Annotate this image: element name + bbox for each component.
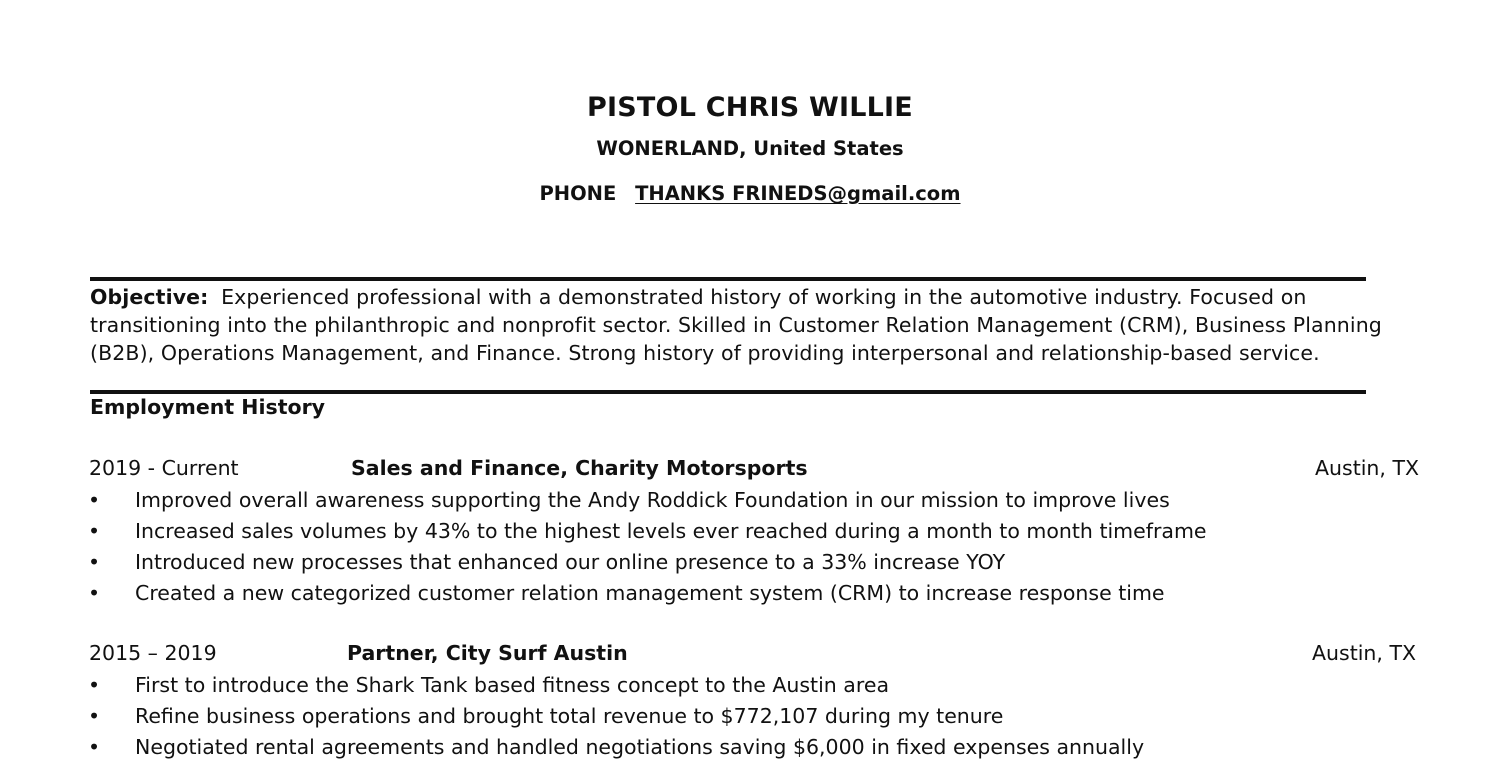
bullet-icon: • (88, 704, 101, 728)
bullet-text: Created a new categorized customer relation management system (CRM) to increase response time (135, 581, 1165, 605)
section-title-employment: Employment History (90, 395, 326, 419)
bullet-icon: • (88, 581, 101, 605)
resume-name: PISTOL CHRIS WILLIE (587, 92, 913, 123)
list-item (88, 735, 1144, 759)
bullet-icon: • (88, 519, 101, 543)
job-dates: 2019 - Current (89, 456, 239, 480)
list-item (88, 704, 1003, 728)
job-dates: 2015 – 2019 (89, 641, 217, 665)
objective-text: Experienced professional with a demonstrated history of working in the automotive industry. Focused on transitioning into the philanthropic and nonprofit sector. Skilled in Customer Relation Management (CRM), Business Planning (B2B), Operations Management, and Finance. Strong history of providing interpersonal and relationship-based service. (90, 285, 1382, 365)
divider-employment (90, 390, 1366, 394)
objective-label: Objective: (90, 285, 209, 309)
bullet-icon: • (88, 488, 101, 512)
bullet-text: Negotiated rental agreements and handled negotiations saving $6,000 in fixed expenses annually (135, 735, 1145, 759)
list-item (88, 519, 1207, 543)
list-item (88, 673, 889, 697)
job-title: Sales and Finance, Charity Motorsports (351, 456, 808, 480)
bullet-text: Introduced new processes that enhanced our online presence to a 33% increase YOY (135, 550, 1006, 574)
list-item (88, 550, 1005, 574)
bullet-text: First to introduce the Shark Tank based fitness concept to the Austin area (135, 673, 890, 697)
bullet-icon: • (88, 673, 101, 697)
bullet-text: Increased sales volumes by 43% to the highest levels ever reached during a month to month timeframe (135, 519, 1207, 543)
job-title: Partner, City Surf Austin (347, 641, 628, 665)
bullet-icon: • (88, 550, 101, 574)
list-item (88, 581, 1165, 605)
phone-label: PHONE (539, 182, 617, 205)
contact-line (0, 182, 1500, 205)
list-item (88, 488, 1170, 512)
bullet-text: Refine business operations and brought total revenue to $772,107 during my tenure (135, 704, 1004, 728)
bullet-icon: • (88, 735, 101, 759)
bullet-text: Improved overall awareness supporting the Andy Roddick Foundation in our mission to improve lives (135, 488, 1170, 512)
resume-location: WONERLAND, United States (596, 137, 904, 160)
job-location: Austin, TX (1312, 641, 1417, 665)
divider-top (90, 277, 1366, 281)
objective-paragraph (90, 283, 1410, 367)
email-link[interactable]: THANKS FRINEDS@gmail.com (635, 182, 961, 205)
job-location: Austin, TX (1315, 456, 1420, 480)
